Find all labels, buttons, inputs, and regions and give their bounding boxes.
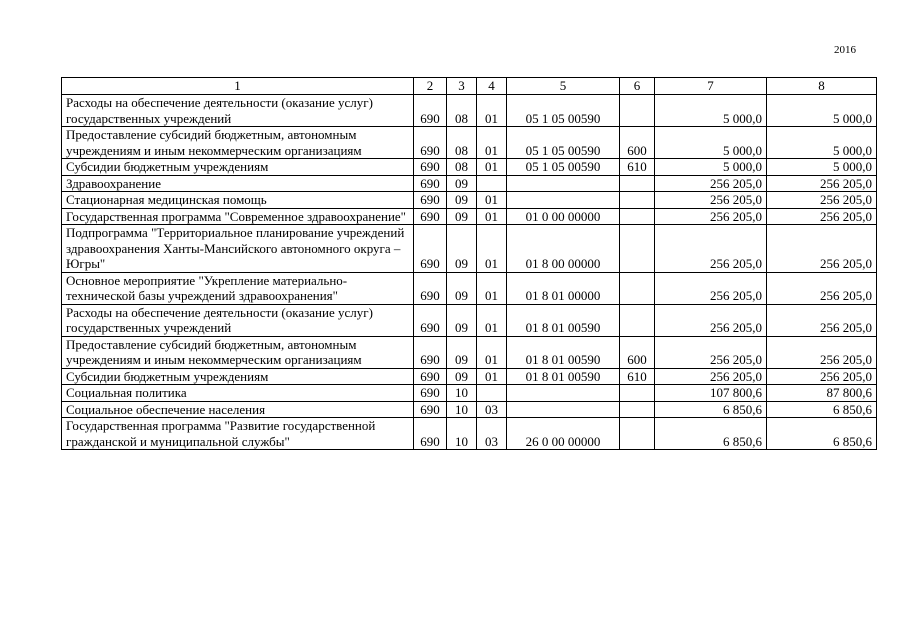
column-header: 1 — [62, 78, 414, 95]
admin-code-cell: 690 — [414, 336, 447, 368]
expense-type-cell: 600 — [620, 336, 655, 368]
amount-cell: 5 000,0 — [655, 95, 767, 127]
expense-name-cell: Предоставление субсидий бюджетным, автономным учреждениям и иным некоммерческим организациям — [62, 127, 414, 159]
section-code-cell: 09 — [447, 208, 477, 225]
expense-type-cell — [620, 95, 655, 127]
target-article-cell: 05 1 05 00590 — [507, 95, 620, 127]
amount-cell: 5 000,0 — [767, 95, 877, 127]
subsection-code-cell: 01 — [477, 95, 507, 127]
expense-type-cell: 600 — [620, 127, 655, 159]
expense-type-cell: 610 — [620, 159, 655, 176]
table-row — [62, 368, 877, 385]
target-article-cell — [507, 175, 620, 192]
amount-cell: 5 000,0 — [767, 159, 877, 176]
target-article-cell — [507, 401, 620, 418]
amount-cell: 256 205,0 — [655, 304, 767, 336]
budget-table-body — [62, 95, 877, 450]
column-header: 3 — [447, 78, 477, 95]
subsection-code-cell: 01 — [477, 272, 507, 304]
section-code-cell: 10 — [447, 385, 477, 402]
amount-cell: 256 205,0 — [767, 208, 877, 225]
column-header: 5 — [507, 78, 620, 95]
admin-code-cell: 690 — [414, 304, 447, 336]
expense-name-cell: Субсидии бюджетным учреждениям — [62, 368, 414, 385]
table-row — [62, 159, 877, 176]
expense-type-cell — [620, 225, 655, 273]
column-header: 8 — [767, 78, 877, 95]
amount-cell: 107 800,6 — [655, 385, 767, 402]
table-row — [62, 401, 877, 418]
admin-code-cell: 690 — [414, 208, 447, 225]
amount-cell: 256 205,0 — [655, 175, 767, 192]
section-code-cell: 08 — [447, 127, 477, 159]
admin-code-cell: 690 — [414, 418, 447, 450]
section-code-cell: 09 — [447, 192, 477, 209]
table-row — [62, 272, 877, 304]
admin-code-cell: 690 — [414, 175, 447, 192]
amount-cell: 256 205,0 — [655, 192, 767, 209]
amount-cell: 6 850,6 — [767, 418, 877, 450]
expense-type-cell — [620, 208, 655, 225]
target-article-cell — [507, 385, 620, 402]
amount-cell: 87 800,6 — [767, 385, 877, 402]
amount-cell: 256 205,0 — [767, 336, 877, 368]
amount-cell: 256 205,0 — [767, 192, 877, 209]
expense-type-cell — [620, 304, 655, 336]
amount-cell: 6 850,6 — [655, 418, 767, 450]
section-code-cell: 10 — [447, 418, 477, 450]
expense-type-cell — [620, 418, 655, 450]
amount-cell: 256 205,0 — [655, 272, 767, 304]
expense-type-cell — [620, 192, 655, 209]
section-code-cell: 09 — [447, 272, 477, 304]
amount-cell: 5 000,0 — [655, 127, 767, 159]
admin-code-cell: 690 — [414, 401, 447, 418]
expense-name-cell: Расходы на обеспечение деятельности (оказание услуг) государственных учреждений — [62, 304, 414, 336]
expense-name-cell: Стационарная медицинская помощь — [62, 192, 414, 209]
subsection-code-cell: 01 — [477, 304, 507, 336]
target-article-cell: 01 8 01 00590 — [507, 336, 620, 368]
table-row — [62, 127, 877, 159]
admin-code-cell: 690 — [414, 192, 447, 209]
amount-cell: 6 850,6 — [767, 401, 877, 418]
section-code-cell: 10 — [447, 401, 477, 418]
column-header: 2 — [414, 78, 447, 95]
section-code-cell: 09 — [447, 225, 477, 273]
amount-cell: 256 205,0 — [767, 304, 877, 336]
section-code-cell: 08 — [447, 159, 477, 176]
expense-name-cell: Социальная политика — [62, 385, 414, 402]
amount-cell: 6 850,6 — [655, 401, 767, 418]
admin-code-cell: 690 — [414, 159, 447, 176]
expense-name-cell: Основное мероприятие "Укрепление материально-технической базы учреждений здравоохранения" — [62, 272, 414, 304]
expense-name-cell: Здравоохранение — [62, 175, 414, 192]
budget-table — [61, 77, 877, 450]
target-article-cell: 01 8 01 00590 — [507, 304, 620, 336]
page-number: 2016 — [834, 44, 856, 56]
section-code-cell: 09 — [447, 368, 477, 385]
subsection-code-cell — [477, 175, 507, 192]
subsection-code-cell: 01 — [477, 225, 507, 273]
amount-cell: 256 205,0 — [655, 368, 767, 385]
section-code-cell: 08 — [447, 95, 477, 127]
admin-code-cell: 690 — [414, 225, 447, 273]
amount-cell: 256 205,0 — [767, 368, 877, 385]
subsection-code-cell: 03 — [477, 401, 507, 418]
section-code-cell: 09 — [447, 304, 477, 336]
table-row — [62, 208, 877, 225]
target-article-cell: 01 0 00 00000 — [507, 208, 620, 225]
expense-type-cell — [620, 272, 655, 304]
expense-name-cell: Субсидии бюджетным учреждениям — [62, 159, 414, 176]
target-article-cell: 26 0 00 00000 — [507, 418, 620, 450]
admin-code-cell: 690 — [414, 272, 447, 304]
table-row — [62, 192, 877, 209]
subsection-code-cell: 01 — [477, 208, 507, 225]
expense-name-cell: Подпрограмма "Территориальное планирование учреждений здравоохранения Ханты-Мансийского автономного округа – Югры" — [62, 225, 414, 273]
expense-name-cell: Государственная программа "Современное здравоохранение" — [62, 208, 414, 225]
admin-code-cell: 690 — [414, 127, 447, 159]
expense-name-cell: Социальное обеспечение населения — [62, 401, 414, 418]
amount-cell: 256 205,0 — [655, 208, 767, 225]
expense-name-cell: Предоставление субсидий бюджетным, автономным учреждениям и иным некоммерческим организациям — [62, 336, 414, 368]
table-row — [62, 418, 877, 450]
table-row — [62, 336, 877, 368]
expense-type-cell — [620, 401, 655, 418]
expense-type-cell — [620, 175, 655, 192]
amount-cell: 256 205,0 — [767, 175, 877, 192]
target-article-cell: 05 1 05 00590 — [507, 127, 620, 159]
admin-code-cell: 690 — [414, 95, 447, 127]
expense-type-cell — [620, 385, 655, 402]
target-article-cell — [507, 192, 620, 209]
table-row — [62, 385, 877, 402]
table-row — [62, 225, 877, 273]
subsection-code-cell: 01 — [477, 127, 507, 159]
subsection-code-cell: 01 — [477, 368, 507, 385]
amount-cell: 5 000,0 — [767, 127, 877, 159]
column-number-row — [62, 78, 877, 95]
section-code-cell: 09 — [447, 336, 477, 368]
target-article-cell: 01 8 01 00590 — [507, 368, 620, 385]
column-header: 6 — [620, 78, 655, 95]
expense-name-cell: Расходы на обеспечение деятельности (оказание услуг) государственных учреждений — [62, 95, 414, 127]
target-article-cell: 05 1 05 00590 — [507, 159, 620, 176]
target-article-cell: 01 8 01 00000 — [507, 272, 620, 304]
subsection-code-cell — [477, 385, 507, 402]
admin-code-cell: 690 — [414, 385, 447, 402]
expense-name-cell: Государственная программа "Развитие государственной гражданской и муниципальной службы" — [62, 418, 414, 450]
subsection-code-cell: 01 — [477, 159, 507, 176]
subsection-code-cell: 01 — [477, 192, 507, 209]
table-row — [62, 175, 877, 192]
table-row — [62, 95, 877, 127]
subsection-code-cell: 01 — [477, 336, 507, 368]
column-header: 4 — [477, 78, 507, 95]
amount-cell: 256 205,0 — [655, 225, 767, 273]
amount-cell: 256 205,0 — [767, 272, 877, 304]
expense-type-cell: 610 — [620, 368, 655, 385]
target-article-cell: 01 8 00 00000 — [507, 225, 620, 273]
amount-cell: 256 205,0 — [655, 336, 767, 368]
amount-cell: 5 000,0 — [655, 159, 767, 176]
table-row — [62, 304, 877, 336]
admin-code-cell: 690 — [414, 368, 447, 385]
amount-cell: 256 205,0 — [767, 225, 877, 273]
subsection-code-cell: 03 — [477, 418, 507, 450]
section-code-cell: 09 — [447, 175, 477, 192]
column-header: 7 — [655, 78, 767, 95]
